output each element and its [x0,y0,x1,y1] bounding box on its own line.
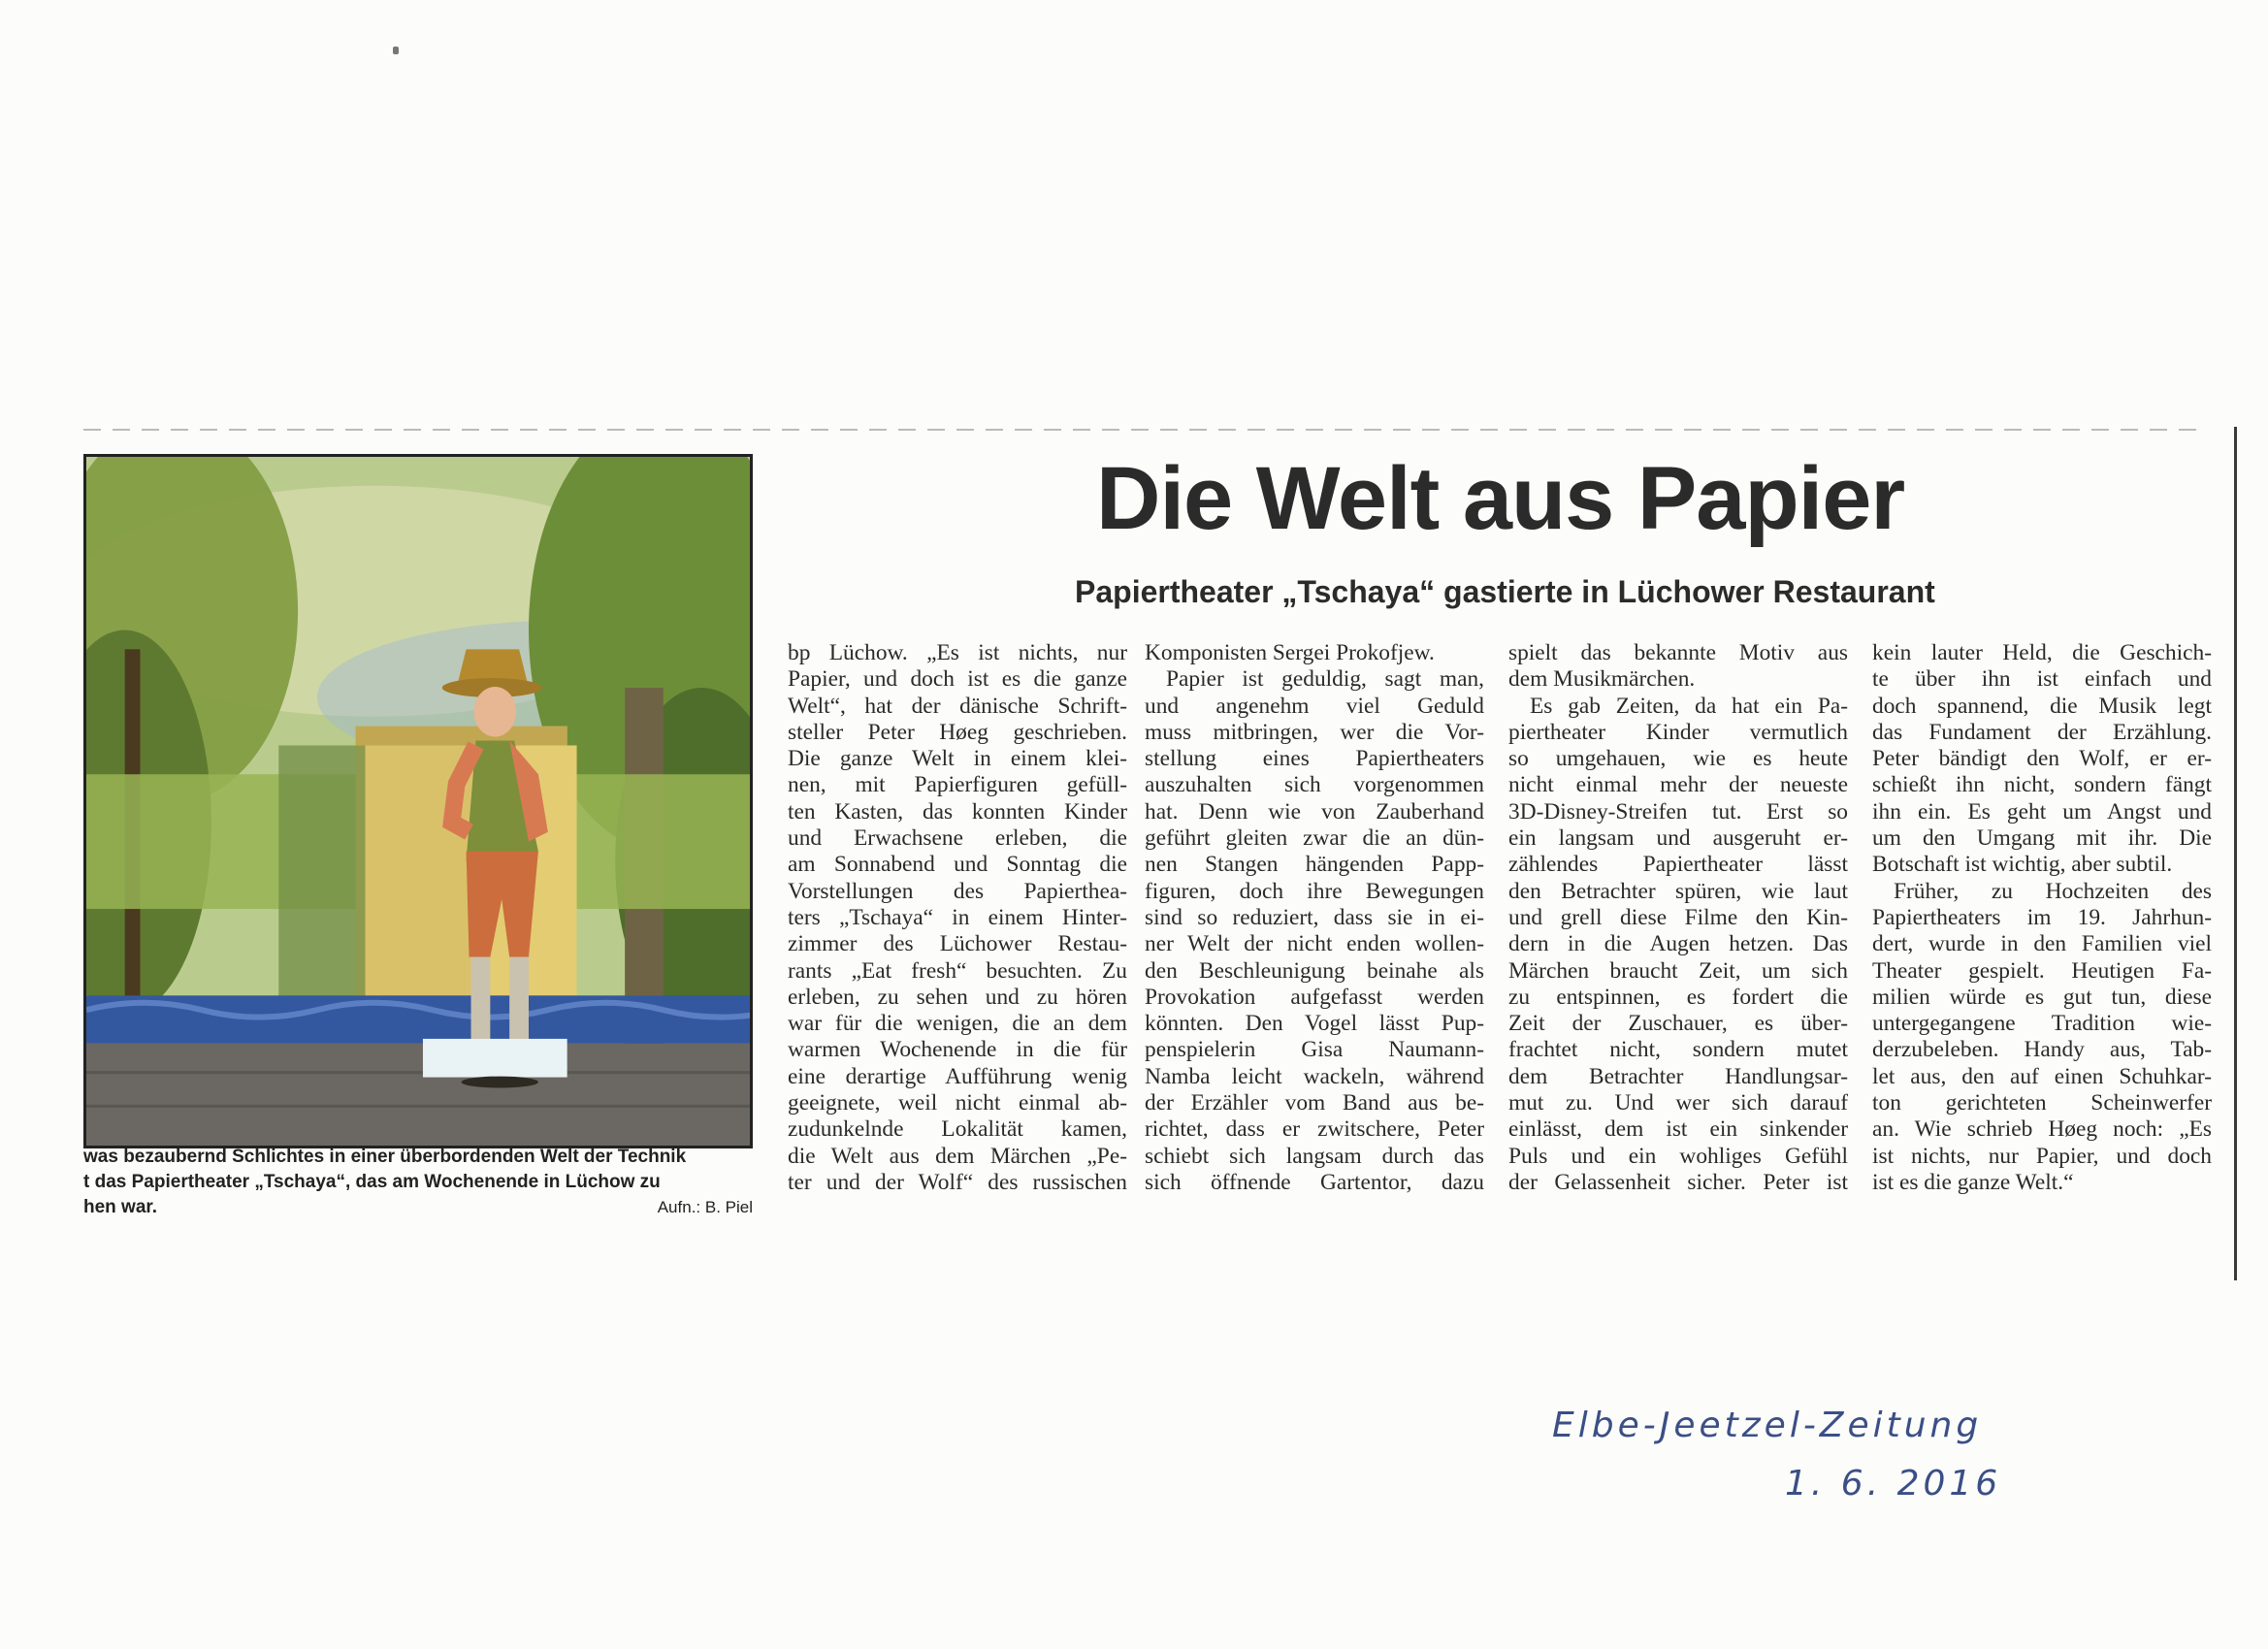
article-text-line: ter und der Wolf“ des russischen [788,1169,1127,1195]
article-text-line: Welt“, hat der dänische Schrift- [788,693,1127,719]
article-text-line: ner Welt der nicht enden wollen- [1145,931,1484,957]
article-text-line: Früher, zu Hochzeiten des [1894,878,2212,904]
article-photo [83,454,753,1148]
article-text-line: Vorstellungen des Papierthea- [788,878,1127,904]
article-text-line: so umgehauen, wie es heute [1508,746,1848,772]
article-text-line: spielt das bekannte Motiv aus [1508,640,1848,665]
article-text-line: zimmer des Lüchower Restau- [788,931,1127,957]
handwritten-date: 1. 6. 2016 [1785,1464,2002,1504]
article-text-line: dert, wurde in den Familien viel [1872,931,2212,957]
article-text-line: ten Kasten, das konnten Kinder [788,798,1127,824]
article-text-line: doch spannend, die Musik legt [1872,693,2212,719]
article-column-1 [788,640,1127,1196]
caption-line-1: was bezaubernd Schlichtes in einer überbordenden Welt der Technik [83,1147,687,1167]
article-text-line: nen, mit Papierfiguren gefüll- [788,772,1127,798]
clipping-top-edge [83,429,2198,431]
article-text-line: nen Stangen hängenden Papp- [1145,852,1484,878]
article-text-line: hat. Denn wie von Zauberhand [1145,798,1484,824]
article-text-line: zu entspinnen, es fordert die [1508,984,1848,1010]
article-text-line: Es gab Zeiten, da hat ein Pa- [1530,693,1848,719]
article-text-line: ist nichts, nur Papier, und doch [1872,1143,2212,1169]
article-text-line: dem Betrachter Handlungsar- [1508,1063,1848,1089]
article-text-line: den Beschleunigung beinahe als [1145,957,1484,984]
article-text-line: die Welt aus dem Märchen „Pe- [788,1143,1127,1169]
article-headline: Die Welt aus Papier [1096,449,1905,548]
article-text-line: war für die wenigen, die an dem [788,1011,1127,1037]
article-text-line: Papier, und doch ist es die ganze [788,666,1127,693]
article-text-line: rants „Eat fresh“ besuchten. Zu [788,957,1127,984]
article-text-line: 3D-Disney-Streifen tut. Erst so [1508,798,1848,824]
article-text-line: nicht einmal mehr der neueste [1508,772,1848,798]
article-text-line: muss mitbringen, wer die Vor- [1145,719,1484,745]
article-text-line: sind so reduziert, dass sie in ei- [1145,904,1484,930]
photo-credit: Aufn.: B. Piel [657,1198,753,1216]
article-column-4 [1872,640,2212,1196]
article-text-line: geeignete, weil nicht einmal ab- [788,1090,1127,1116]
article-text-line: eine derartige Aufführung wenig [788,1063,1127,1089]
article-text-line: Peter bändigt den Wolf, er er- [1872,746,2212,772]
scan-edge-line [2234,427,2237,1280]
paper-theater-illustration [86,457,750,1146]
photo-caption [83,1145,753,1220]
article-subheadline: Papiertheater „Tschaya“ gastierte in Lüchower Restaurant [1075,574,1935,609]
article-text-line: Komponisten Sergei Prokofjew. [1145,640,1435,665]
handwritten-newspaper-name: Elbe-Jeetzel-Zeitung [1552,1406,1983,1445]
article-text-line: und Erwachsene erleben, die [788,825,1127,852]
caption-line-3-text: hen war. [83,1197,158,1217]
article-text-line: Puls und ein wohliges Gefühl [1508,1143,1848,1169]
article-text-line: schießt ihn nicht, sondern fängt [1872,772,2212,798]
article-text-line: und angenehm viel Geduld [1145,693,1484,719]
scan-speck [393,47,399,54]
article-text-line: auszuhalten sich vorgenommen [1145,772,1484,798]
article-text-line: Theater gespielt. Heutigen Fa- [1872,957,2212,984]
article-text-line: Namba leicht wackeln, während [1145,1063,1484,1089]
article-text-line: frachtet nicht, sondern mutet [1508,1037,1848,1063]
article-text-line: Zeit der Zuschauer, es über- [1508,1011,1848,1037]
article-text-line: am Sonnabend und Sonntag die [788,852,1127,878]
article-text-line: untergegangene Tradition wie- [1872,1011,2212,1037]
article-text-line: warmen Wochenende in die für [788,1037,1127,1063]
article-text-line: Die ganze Welt in einem klei- [788,746,1127,772]
article-column-3 [1508,640,1848,1196]
article-text-line: ein langsam und ausgeruht er- [1508,825,1848,852]
article-text-line: das Fundament der Erzählung. [1872,719,2212,745]
article-text-line: dern in die Augen hetzen. Das [1508,931,1848,957]
article-text-line: mut zu. Und wer sich darauf [1508,1090,1848,1116]
article-column-2 [1145,640,1484,1196]
article-text-line: te über ihn ist einfach und [1872,666,2212,693]
article-text-line: und grell diese Filme den Kin- [1508,904,1848,930]
caption-line-3 [83,1195,753,1220]
article-text-line: dem Musikmärchen. [1508,666,1696,693]
article-text-line: an. Wie schrieb Høeg noch: „Es [1872,1116,2212,1143]
article-text-line: den Betrachter spüren, wie laut [1508,878,1848,904]
article-text-line: sich öffnende Gartentor, dazu [1145,1169,1484,1195]
article-text-line: derzubeleben. Handy aus, Tab- [1872,1037,2212,1063]
article-text-line: ton gerichteten Scheinwerfer [1872,1090,2212,1116]
article-text-line: figuren, doch ihre Bewegungen [1145,878,1484,904]
article-text-line: piertheater Kinder vermutlich [1508,719,1848,745]
article-text-line: kein lauter Held, die Geschich- [1872,640,2212,665]
article-text-line: einlässt, dem ist ein sinkender [1508,1116,1848,1143]
article-text-line: der Gelassenheit sicher. Peter ist [1508,1169,1848,1195]
article-text-line: ist es die ganze Welt.“ [1872,1169,2074,1195]
article-text-line: geführt gleiten zwar die an dün- [1145,825,1484,852]
article-text-line: Papiertheaters im 19. Jahrhun- [1872,904,2212,930]
article-text-line: let aus, den auf einen Schuhkar- [1872,1063,2212,1089]
article-text-line: richtet, dass er zwitschere, Peter [1145,1116,1484,1143]
article-text-line: Botschaft ist wichtig, aber subtil. [1872,852,2173,878]
article-text-line: ihn ein. Es geht um Angst und [1872,798,2212,824]
article-text-line: Papier ist geduldig, sagt man, [1166,666,1484,693]
article-text-line: steller Peter Høeg geschrieben. [788,719,1127,745]
handwritten-source-note [1552,1397,2057,1513]
caption-line-2: t das Papiertheater „Tschaya“, das am Wochenende in Lüchow zu [83,1172,661,1192]
article-text-line: penspielerin Gisa Naumann- [1145,1037,1484,1063]
article-text-line: erleben, zu sehen und zu hören [788,984,1127,1010]
article-text-line: zählendes Papiertheater lässt [1508,852,1848,878]
article-text-line: Märchen braucht Zeit, um sich [1508,957,1848,984]
article-text-line: milien würde es gut tun, diese [1872,984,2212,1010]
article-text-line: bp Lüchow. „Es ist nichts, nur [788,640,1127,665]
article-text-line: zudunkelnde Lokalität kamen, [788,1116,1127,1143]
article-text-line: der Erzähler vom Band aus be- [1145,1090,1484,1116]
article-text-line: stellung eines Papiertheaters [1145,746,1484,772]
article-text-line: Provokation aufgefasst werden [1145,984,1484,1010]
article-text-line: um den Umgang mit ihr. Die [1872,825,2212,852]
article-text-line: schiebt sich langsam durch das [1145,1143,1484,1169]
article-text-line: ters „Tschaya“ in einem Hinter- [788,904,1127,930]
article-text-line: könnten. Den Vogel lässt Pup- [1145,1011,1484,1037]
